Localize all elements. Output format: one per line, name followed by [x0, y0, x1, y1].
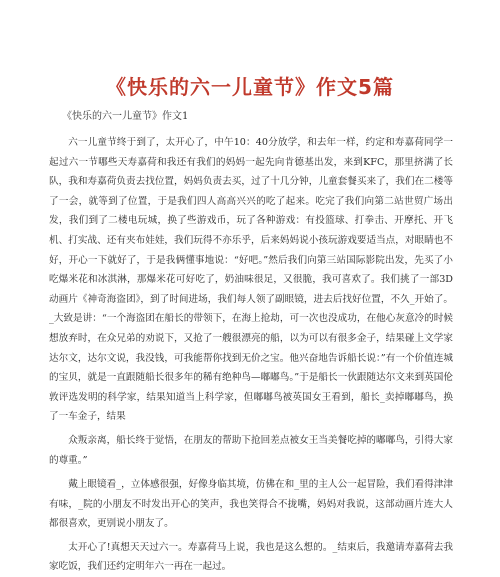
essay-subtitle: 《快乐的六一儿童节》作文1 [62, 111, 189, 122]
paragraph-3: 戴上眼镜看_，立体感很强，好像身临其境，仿佛在和_里的主人公一起冒险，我们看得津津有味，_院的小朋友不时发出开心的笑声，我也笑得合不拢嘴，妈妈对我说，这部动画片连大人都很喜欢，更别说小朋友了。 [49, 479, 453, 530]
essay-body [49, 133, 453, 577]
page-title: 《快乐的六一儿童节》作文5篇 [106, 75, 394, 99]
paragraph-1: 六一儿童节终于到了，太开心了，中午10：40分放学，和去年一样，约定和寿嘉荷同学一起过六一节哪些天寿嘉荷和我还有我们的妈妈一起先向肯德基出发，来到KFC，那里挤满了长队，我和寿嘉荷负责去找位置，妈妈负责去买，过了十几分钟，儿童套餐买来了，我们在二楼等了一会，就等到了位置，于是我们四人高高兴兴的吃了起来。吃完了我们向第二站世贸广场出发，我们到了二楼电玩城，换了些游戏币，玩了各种游戏：有投篮球、打拳击、开摩托、开飞机、打实战、还有夹布娃娃，我们玩得不亦乐乎，后来妈妈说小孩玩游戏要适当点，对眼睛也不好，开心一下就好了，于是我俩懂事地说：“好吧。”然后我们向第三站国际影院出发，先买了小吃爆米花和冰淇淋，那爆米花可好吃了，奶油味很足，又很脆，我可喜欢了。我们挑了一部3D动画片《神奇海盗团》，到了时间进场，我们每人领了副眼镜，进去后找好位置，不久_开始了。_大致是讲：“一个海盗团在船长的带领下，在海上抢劫，可一次也没成功，在他心灰意冷的时候想放弃时，在众兄弟的劝说下，又抢了一艘很漂亮的船，以为可以有很多金子，结果碰上文学家达尔文，达尔文说，我没钱，可我能帮你找到无价之宝。他兴奋地告诉船长说：”有一个价值连城的宝贝，就是一直跟随船长很多年的稀有绝种鸟—嘟嘟鸟。”于是船长一伙跟随达尔文来到英国伦敦评选发明的科学家，结果知道当上科学家，但嘟嘟鸟被英国女王看到，船长_卖掉嘟嘟鸟，换了一车金子，结果 [49, 137, 453, 423]
paragraph-4: 太开心了!真想天天过六一。寿嘉荷马上说，我也是这么想的。_结束后，我邀请寿嘉荷去我家吃饭，我们还约定明年六一再在一起过。 [49, 541, 453, 573]
paragraph-2: 众叛亲离，船长终于觉悟，在朋友的帮助下抢回差点被女王当美餐吃掉的嘟嘟鸟，引得大家的尊重。” [49, 434, 453, 466]
